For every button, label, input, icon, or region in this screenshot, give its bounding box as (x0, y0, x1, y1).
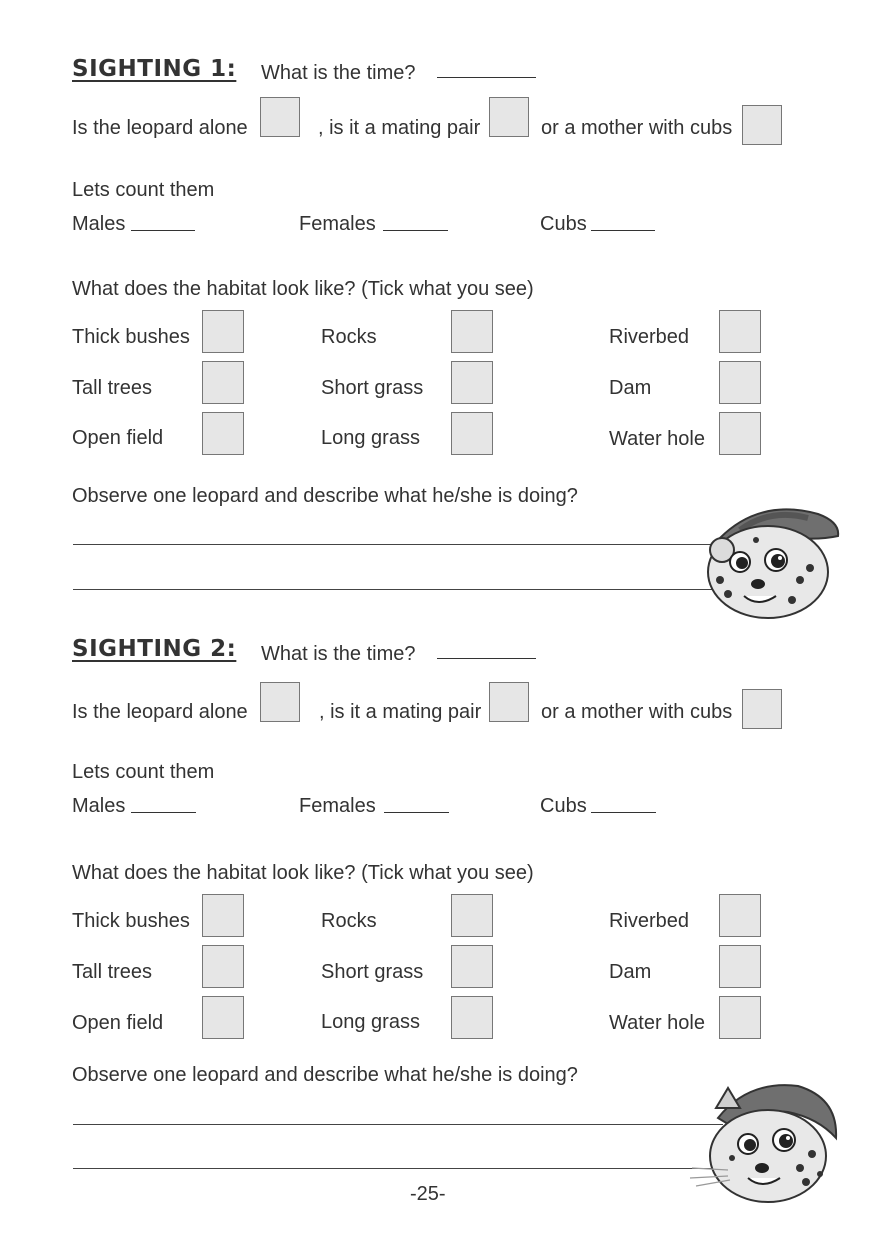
habitat-label: Thick bushes (72, 326, 190, 348)
mating-pair-checkbox[interactable] (489, 97, 529, 137)
females-blank[interactable] (384, 812, 449, 813)
habitat-label: Water hole (609, 428, 705, 450)
habitat-label: Thick bushes (72, 910, 190, 932)
mating-pair-checkbox[interactable] (489, 682, 529, 722)
habitat-label: Tall trees (72, 377, 153, 399)
habitat-checkbox[interactable] (451, 412, 493, 455)
cubs-blank[interactable] (591, 230, 655, 231)
count-label: Lets count them (72, 761, 215, 783)
observe-question: Observe one leopard and describe what he/she is doing? (72, 1064, 578, 1086)
habitat-label: Open field (72, 1012, 164, 1034)
habitat-label: Short grass (321, 961, 424, 983)
mother-cubs-checkbox[interactable] (742, 689, 782, 729)
alone-checkbox[interactable] (260, 682, 300, 722)
answer-line[interactable] (73, 544, 723, 545)
answer-line[interactable] (73, 589, 723, 590)
habitat-label: Riverbed (609, 326, 690, 348)
answer-line[interactable] (73, 1168, 723, 1169)
habitat-label: Short grass (321, 377, 424, 399)
alone-label: Is the leopard alone (72, 117, 248, 139)
sighting-title: SIGHTING 2: (72, 636, 237, 662)
habitat-checkbox[interactable] (202, 361, 244, 404)
habitat-checkbox[interactable] (451, 996, 493, 1039)
habitat-label: Dam (609, 961, 652, 983)
habitat-label: Rocks (321, 910, 377, 932)
mother-cubs-label: or a mother with cubs (541, 117, 733, 139)
cubs-count-label: Cubs (540, 795, 587, 817)
habitat-label: Riverbed (609, 910, 690, 932)
habitat-checkbox[interactable] (719, 945, 761, 988)
males-blank[interactable] (131, 230, 195, 231)
females-blank[interactable] (383, 230, 448, 231)
time-question: What is the time? (261, 62, 416, 84)
habitat-label: Long grass (321, 1011, 420, 1033)
males-blank[interactable] (131, 812, 196, 813)
females-label: Females (299, 213, 376, 235)
habitat-checkbox[interactable] (719, 996, 761, 1039)
habitat-checkbox[interactable] (719, 894, 761, 937)
mating-pair-label: , is it a mating pair (319, 701, 482, 723)
males-label: Males (72, 213, 126, 235)
mating-pair-label: , is it a mating pair (318, 117, 481, 139)
males-label: Males (72, 795, 126, 817)
mother-cubs-label: or a mother with cubs (541, 701, 733, 723)
cubs-count-label: Cubs (540, 213, 587, 235)
habitat-checkbox[interactable] (451, 945, 493, 988)
habitat-checkbox[interactable] (202, 412, 244, 455)
habitat-label: Tall trees (72, 961, 153, 983)
females-label: Females (299, 795, 376, 817)
time-question: What is the time? (261, 643, 416, 665)
alone-checkbox[interactable] (260, 97, 300, 137)
cubs-blank[interactable] (591, 812, 656, 813)
habitat-checkbox[interactable] (719, 361, 761, 404)
page-number: -25- (410, 1183, 446, 1205)
leopard-cub-mascot-icon (688, 1078, 843, 1206)
mother-cubs-checkbox[interactable] (742, 105, 782, 145)
time-answer-blank[interactable] (437, 77, 536, 78)
habitat-checkbox[interactable] (719, 412, 761, 455)
habitat-label: Rocks (321, 326, 377, 348)
alone-label: Is the leopard alone (72, 701, 248, 723)
leopard-cub-mascot-icon (700, 500, 845, 625)
habitat-label: Water hole (609, 1012, 705, 1034)
observe-question: Observe one leopard and describe what he/she is doing? (72, 485, 578, 507)
sighting-title: SIGHTING 1: (72, 56, 237, 82)
habitat-label: Open field (72, 427, 164, 449)
habitat-question: What does the habitat look like? (Tick what you see) (72, 278, 534, 300)
answer-line[interactable] (73, 1124, 723, 1125)
habitat-label: Long grass (321, 427, 420, 449)
count-label: Lets count them (72, 179, 215, 201)
habitat-question: What does the habitat look like? (Tick what you see) (72, 862, 534, 884)
habitat-checkbox[interactable] (451, 361, 493, 404)
habitat-checkbox[interactable] (202, 894, 244, 937)
habitat-checkbox[interactable] (719, 310, 761, 353)
habitat-checkbox[interactable] (451, 894, 493, 937)
habitat-checkbox[interactable] (202, 310, 244, 353)
habitat-label: Dam (609, 377, 652, 399)
habitat-checkbox[interactable] (451, 310, 493, 353)
time-answer-blank[interactable] (437, 658, 536, 659)
habitat-checkbox[interactable] (202, 945, 244, 988)
habitat-checkbox[interactable] (202, 996, 244, 1039)
